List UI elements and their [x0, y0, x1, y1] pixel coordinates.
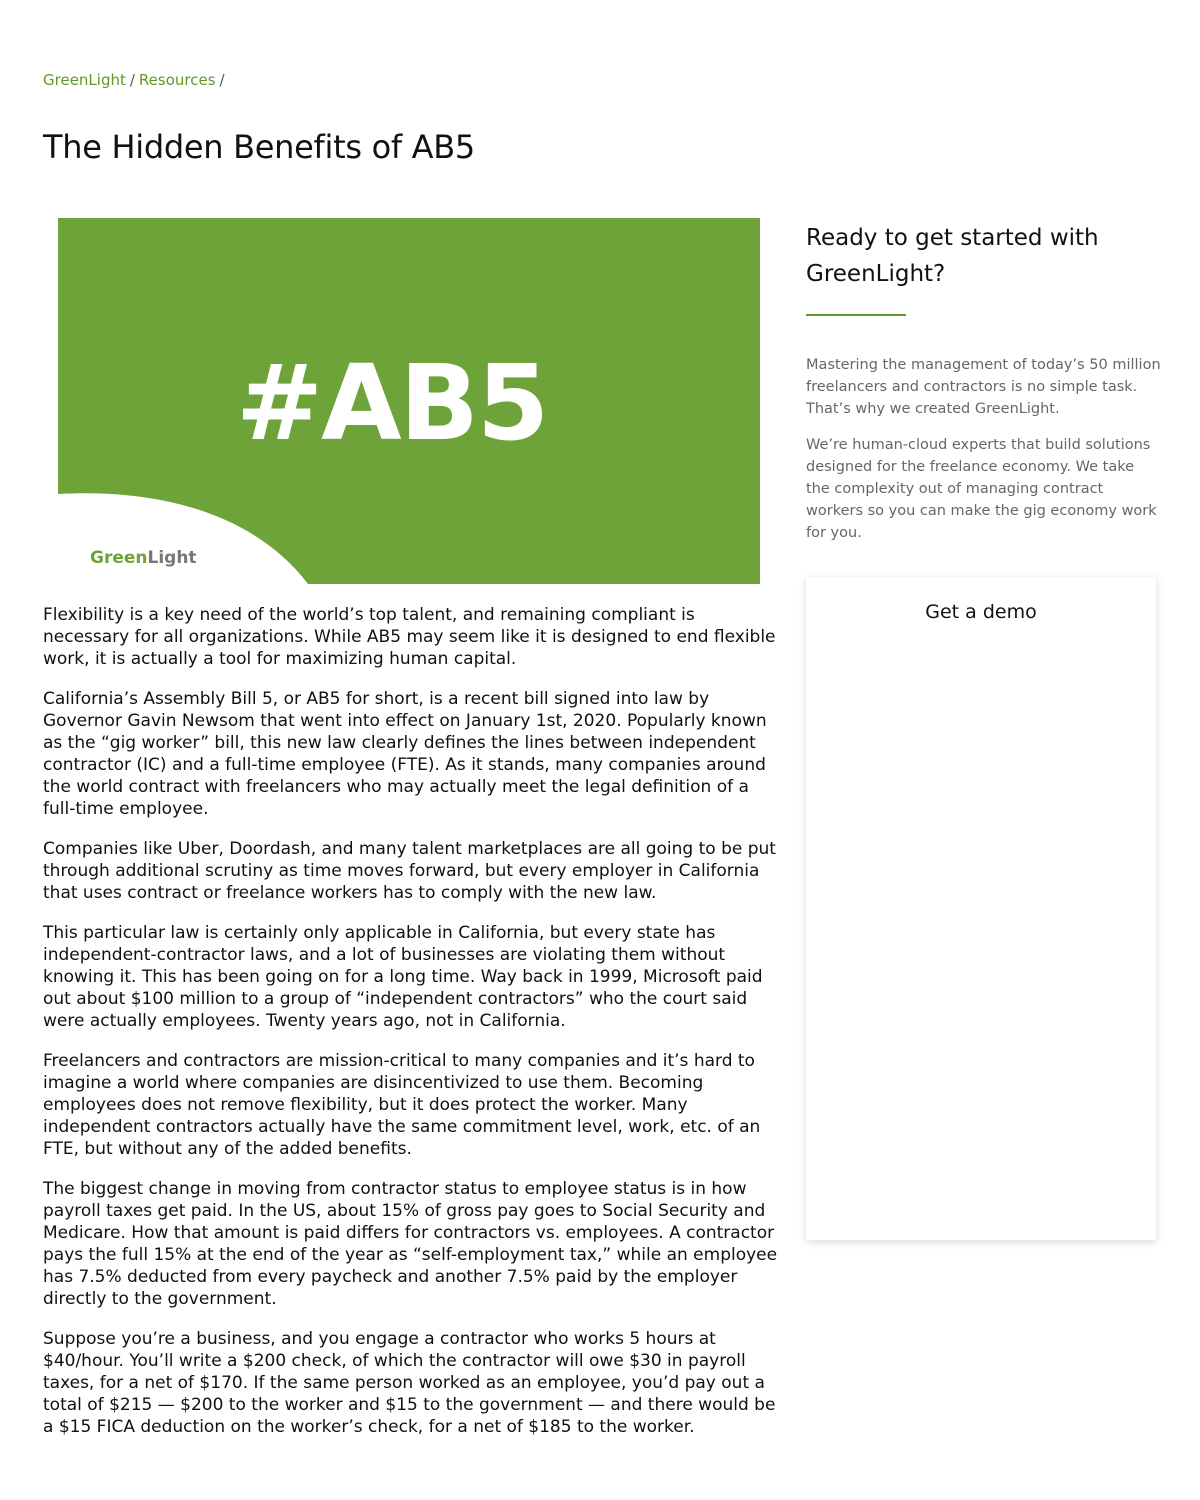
breadcrumb-link-greenlight[interactable]: GreenLight [43, 71, 126, 89]
breadcrumb-separator: / [219, 71, 225, 89]
article-paragraph: Suppose you’re a business, and you engage a contractor who works 5 hours at $40/hour. You’ll write a $200 check, of which the contractor will owe $30 in payroll taxes, for a net of $170. If the same person worked as an employee, you’d pay out a total of $215 — $200 to the worker and $15 to the government — and there would be a $15 FICA deduction on the worker’s check, for a net of $185 to the worker. [43, 1329, 776, 1437]
article-paragraph: Freelancers and contractors are mission-critical to many companies and it’s hard to imagine a world where companies are disincentivized to use them. Becoming employees does not remove flexibility, but it does protect the worker. Many independent contractors actually have the same commitment level, work, etc. of an FTE, but without any of the added benefits. [43, 1051, 761, 1159]
breadcrumb-separator: / [129, 71, 135, 89]
cta-paragraph: We’re human-cloud experts that build solutions designed for the freelance economy. We take the complexity out of managing contract workers so you can make the gig economy work for you. [806, 437, 1157, 541]
article-paragraph: Flexibility is a key need of the world’s top talent, and remaining compliant is necessary for all organizations. While AB5 may seem like it is designed to end flexible work, it is actually a tool for maximizing human capital. [43, 605, 776, 669]
hero-logo: GreenLight [90, 548, 197, 568]
cta-paragraph: Mastering the management of today’s 50 million freelancers and contractors is no simple task. That’s why we created GreenLight. [806, 357, 1161, 417]
hero-curve-shape [58, 218, 760, 584]
hero-image [58, 218, 760, 584]
demo-form-card[interactable] [806, 577, 1156, 1240]
article-body [43, 604, 781, 1456]
article-paragraph: The biggest change in moving from contractor status to employee status is in how payroll taxes get paid. In the US, about 15% of gross pay goes to Social Security and Medicare. How that amount is paid differs for contractors vs. employees. A contractor pays the full 15% at the end of the year as “self-employment tax,” while an employee has 7.5% deducted from every paycheck and another 7.5% paid by the employer directly to the government. [43, 1179, 778, 1309]
article-paragraph: Companies like Uber, Doordash, and many talent marketplaces are all going to be put through additional scrutiny as time moves forward, but every employer in California that uses contract or freelance workers has to comply with the new law. [43, 839, 776, 903]
breadcrumb-link-resources[interactable]: Resources [138, 71, 216, 89]
page-title: The Hidden Benefits of AB5 [43, 128, 475, 166]
cta-divider [806, 314, 906, 316]
cta-title: Ready to get started with GreenLight? [806, 225, 1099, 287]
article-paragraph: California’s Assembly Bill 5, or AB5 for short, is a recent bill signed into law by Governor Gavin Newsom that went into effect on January 1st, 2020. Popularly known as the “gig worker” bill, this new law clearly defines the lines between independent contractor (IC) and a full-time employee (FTE). As it stands, many companies around the world contract with freelancers who may actually meet the legal definition of a full-time employee. [43, 689, 767, 819]
sidebar-cta [806, 220, 1161, 544]
breadcrumb [43, 71, 229, 89]
demo-card-title: Get a demo [925, 601, 1037, 623]
hero-headline: #AB5 [236, 342, 548, 464]
article-paragraph: This particular law is certainly only applicable in California, but every state has independent-contractor laws, and a lot of businesses are violating them without knowing it. This has been going on for a long time. Way back in 1999, Microsoft paid out about $100 million to a group of “independent contractors” who the court said were actually employees. Twenty years ago, not in California. [43, 923, 763, 1031]
